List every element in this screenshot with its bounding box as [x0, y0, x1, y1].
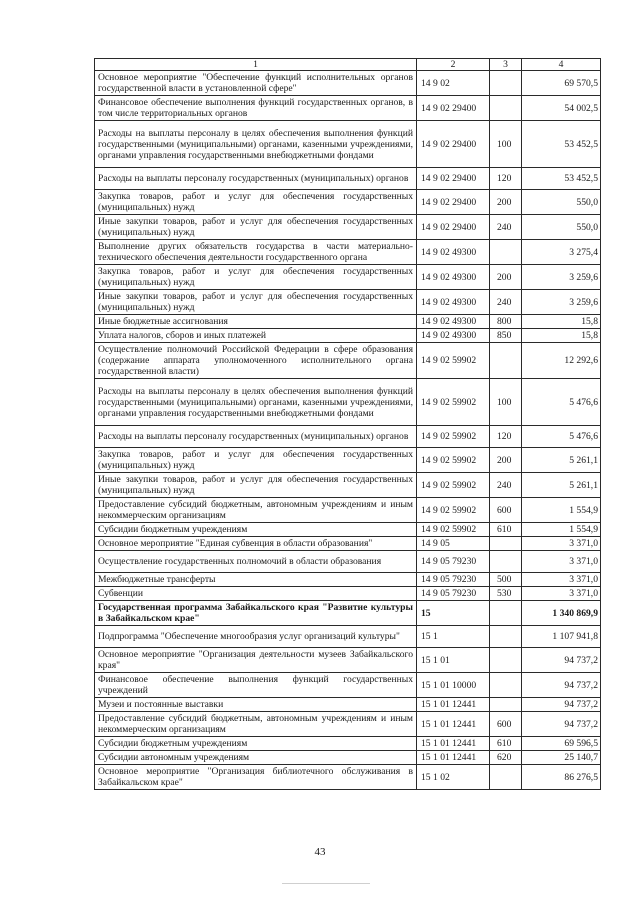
row-sum: 54 002,5: [522, 96, 601, 121]
row-type: [490, 96, 522, 121]
row-code: 15 1 02: [417, 765, 490, 790]
row-code: 14 9 02 49300: [417, 315, 490, 329]
row-type: 850: [490, 329, 522, 343]
row-sum: 5 476,6: [522, 379, 601, 426]
row-type: [490, 673, 522, 698]
row-name: Межбюджетные трансферты: [95, 573, 417, 587]
row-type: 500: [490, 573, 522, 587]
row-type: [490, 648, 522, 673]
row-type: 200: [490, 448, 522, 473]
row-code: 15 1 01: [417, 648, 490, 673]
row-type: 600: [490, 498, 522, 523]
row-type: [490, 626, 522, 648]
row-sum: 5 476,6: [522, 426, 601, 448]
row-sum: 94 737,2: [522, 698, 601, 712]
table-row: [95, 379, 601, 426]
row-name: Музеи и постоянные выставки: [95, 698, 417, 712]
row-name: Расходы на выплаты персоналу в целях обеспечения выполнения функций государственными (муниципальными) органами, казенными учреждениями, органами управления государственными внебюджетными фондами: [95, 121, 417, 168]
row-name: Иные закупки товаров, работ и услуг для обеспечения государственных (муниципальных) нужд: [95, 473, 417, 498]
row-code: 14 9 02 49300: [417, 329, 490, 343]
page-number: 43: [314, 846, 326, 858]
row-name: Предоставление субсидий бюджетным, автономным учреждениям и иным некоммерческим организациям: [95, 498, 417, 523]
row-type: 240: [490, 215, 522, 240]
row-sum: 15,8: [522, 329, 601, 343]
row-sum: 94 737,2: [522, 712, 601, 737]
row-code: 14 9 02 59902: [417, 498, 490, 523]
row-sum: 1 340 869,9: [522, 601, 601, 626]
row-name: Закупка товаров, работ и услуг для обеспечения государственных (муниципальных) нужд: [95, 448, 417, 473]
row-sum: 3 259,6: [522, 265, 601, 290]
row-type: 100: [490, 121, 522, 168]
table-row: [95, 96, 601, 121]
row-type: 620: [490, 751, 522, 765]
row-type: 200: [490, 265, 522, 290]
row-name: Субсидии автономным учреждениям: [95, 751, 417, 765]
row-code: 15 1 01 12441: [417, 751, 490, 765]
row-sum: 1 107 941,8: [522, 626, 601, 648]
row-code: 15 1 01 10000: [417, 673, 490, 698]
row-name: Осуществление полномочий Российской Федерации в сфере образования (содержание аппарата уполномоченного исполнительного органа государственной власти): [95, 343, 417, 379]
table-row: [95, 265, 601, 290]
row-name: Предоставление субсидий бюджетным, автономным учреждениям и иным некоммерческим организациям: [95, 712, 417, 737]
table-row: [95, 71, 601, 96]
row-name: Закупка товаров, работ и услуг для обеспечения государственных (муниципальных) нужд: [95, 190, 417, 215]
row-type: 120: [490, 426, 522, 448]
table-row: [95, 315, 601, 329]
row-code: 14 9 02 29400: [417, 168, 490, 190]
row-code: 15: [417, 601, 490, 626]
table-row: [95, 523, 601, 537]
row-sum: 3 259,6: [522, 290, 601, 315]
row-name: Основное мероприятие "Единая субвенция в области образования": [95, 537, 417, 551]
row-name: Расходы на выплаты персоналу государственных (муниципальных) органов: [95, 426, 417, 448]
row-code: 14 9 05 79230: [417, 587, 490, 601]
table-row: [95, 329, 601, 343]
table-row: [95, 751, 601, 765]
table-row: [95, 448, 601, 473]
row-type: 240: [490, 290, 522, 315]
row-name: Основное мероприятие "Организация библиотечного обслуживания в Забайкальском крае": [95, 765, 417, 790]
table-row: [95, 551, 601, 573]
row-sum: 69 596,5: [522, 737, 601, 751]
row-sum: 3 371,0: [522, 537, 601, 551]
table-row: [95, 737, 601, 751]
row-sum: 5 261,1: [522, 448, 601, 473]
table-row: [95, 473, 601, 498]
row-type: 800: [490, 315, 522, 329]
row-name: Основное мероприятие "Обеспечение функций исполнительных органов государственной власти в установленной сфере": [95, 71, 417, 96]
row-sum: 15,8: [522, 315, 601, 329]
row-sum: 25 140,7: [522, 751, 601, 765]
table-row: [95, 626, 601, 648]
row-name: Расходы на выплаты персоналу в целях обеспечения выполнения функций государственными (муниципальными) органами, казенными учреждениями, органами управления государственными внебюджетными фондами: [95, 379, 417, 426]
row-code: 14 9 02 59902: [417, 448, 490, 473]
header-col-3: 3: [490, 59, 522, 71]
row-code: 15 1 01 12441: [417, 698, 490, 712]
row-code: 14 9 02 59902: [417, 473, 490, 498]
row-sum: 86 276,5: [522, 765, 601, 790]
row-code: 14 9 02 49300: [417, 265, 490, 290]
row-type: [490, 551, 522, 573]
row-type: [490, 71, 522, 96]
row-sum: 53 452,5: [522, 168, 601, 190]
budget-table: [94, 58, 601, 790]
row-name: Уплата налогов, сборов и иных платежей: [95, 329, 417, 343]
row-code: 14 9 02 59902: [417, 426, 490, 448]
row-code: 15 1 01 12441: [417, 737, 490, 751]
row-name: Субвенции: [95, 587, 417, 601]
row-type: 200: [490, 190, 522, 215]
footer-divider: [282, 883, 370, 884]
row-type: 100: [490, 379, 522, 426]
row-sum: 3 371,0: [522, 587, 601, 601]
row-name: Финансовое обеспечение выполнения функций государственных органов, в том числе территориальных органов: [95, 96, 417, 121]
row-sum: 12 292,6: [522, 343, 601, 379]
row-name: Субсидии бюджетным учреждениям: [95, 523, 417, 537]
row-type: [490, 240, 522, 265]
row-sum: 94 737,2: [522, 673, 601, 698]
row-name: Подпрограмма "Обеспечение многообразия услуг организаций культуры": [95, 626, 417, 648]
row-sum: 3 371,0: [522, 573, 601, 587]
table-row: [95, 215, 601, 240]
header-col-1: 1: [95, 59, 417, 71]
row-code: 14 9 05: [417, 537, 490, 551]
row-name: Закупка товаров, работ и услуг для обеспечения государственных (муниципальных) нужд: [95, 265, 417, 290]
row-sum: 3 371,0: [522, 551, 601, 573]
row-sum: 1 554,9: [522, 498, 601, 523]
table-row: [95, 765, 601, 790]
row-name: Расходы на выплаты персоналу государственных (муниципальных) органов: [95, 168, 417, 190]
row-code: 14 9 02 49300: [417, 240, 490, 265]
table-row: [95, 648, 601, 673]
row-sum: 69 570,5: [522, 71, 601, 96]
row-name: Выполнение других обязательств государства в части материально-технического обеспечения деятельности государственного органа: [95, 240, 417, 265]
row-code: 14 9 05 79230: [417, 573, 490, 587]
row-sum: 5 261,1: [522, 473, 601, 498]
table-row: [95, 537, 601, 551]
row-sum: 53 452,5: [522, 121, 601, 168]
row-code: 14 9 02 29400: [417, 96, 490, 121]
budget-document-page: [94, 58, 600, 790]
row-type: [490, 698, 522, 712]
row-type: 600: [490, 712, 522, 737]
row-name: Финансовое обеспечение выполнения функций государственных учреждений: [95, 673, 417, 698]
header-row: [95, 59, 601, 71]
row-type: [490, 343, 522, 379]
row-code: 14 9 05 79230: [417, 551, 490, 573]
row-code: 14 9 02 29400: [417, 190, 490, 215]
header-col-2: 2: [417, 59, 490, 71]
row-sum: 3 275,4: [522, 240, 601, 265]
table-row: [95, 673, 601, 698]
table-row: [95, 426, 601, 448]
row-type: [490, 765, 522, 790]
table-row: [95, 587, 601, 601]
row-name: Осуществление государственных полномочий в области образования: [95, 551, 417, 573]
table-row: [95, 573, 601, 587]
table-row: [95, 712, 601, 737]
row-code: 15 1 01 12441: [417, 712, 490, 737]
table-row: [95, 240, 601, 265]
row-code: 14 9 02 59902: [417, 379, 490, 426]
row-type: 530: [490, 587, 522, 601]
row-sum: 550,0: [522, 190, 601, 215]
row-name: Иные закупки товаров, работ и услуг для обеспечения государственных (муниципальных) нужд: [95, 290, 417, 315]
row-code: 14 9 02 59902: [417, 343, 490, 379]
row-code: 14 9 02 49300: [417, 290, 490, 315]
row-type: 610: [490, 737, 522, 751]
row-type: 120: [490, 168, 522, 190]
row-code: 14 9 02 29400: [417, 215, 490, 240]
table-row: [95, 498, 601, 523]
table-row: [95, 343, 601, 379]
row-sum: 1 554,9: [522, 523, 601, 537]
row-code: 15 1: [417, 626, 490, 648]
table-row: [95, 190, 601, 215]
table-row: [95, 168, 601, 190]
row-name: Иные бюджетные ассигнования: [95, 315, 417, 329]
table-row: [95, 601, 601, 626]
row-type: [490, 537, 522, 551]
row-type: 240: [490, 473, 522, 498]
table-row: [95, 121, 601, 168]
row-name: Государственная программа Забайкальского края "Развитие культуры в Забайкальском крае": [95, 601, 417, 626]
row-name: Иные закупки товаров, работ и услуг для обеспечения государственных (муниципальных) нужд: [95, 215, 417, 240]
row-code: 14 9 02: [417, 71, 490, 96]
row-name: Субсидии бюджетным учреждениям: [95, 737, 417, 751]
header-col-4: 4: [522, 59, 601, 71]
row-type: [490, 601, 522, 626]
row-sum: 550,0: [522, 215, 601, 240]
row-type: 610: [490, 523, 522, 537]
table-row: [95, 698, 601, 712]
table-body: [95, 71, 601, 790]
table-row: [95, 290, 601, 315]
row-code: 14 9 02 59902: [417, 523, 490, 537]
row-name: Основное мероприятие "Организация деятельности музеев Забайкальского края": [95, 648, 417, 673]
row-sum: 94 737,2: [522, 648, 601, 673]
row-code: 14 9 02 29400: [417, 121, 490, 168]
